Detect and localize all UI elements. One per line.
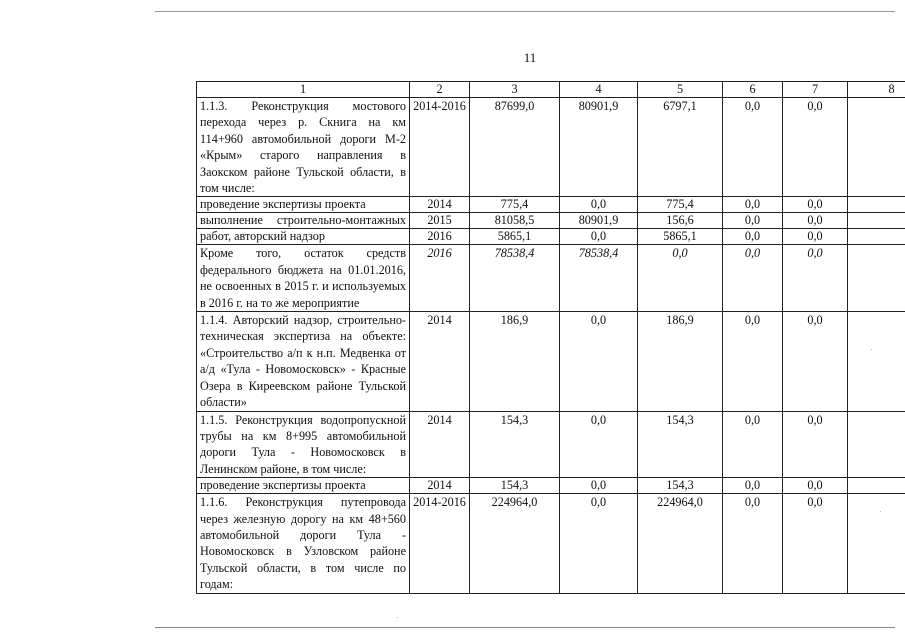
row-value-col7: 0,0: [783, 312, 848, 411]
row-value-col6: 0,0: [723, 213, 783, 229]
row-description: Кроме того, остаток средств федерального бюджета на 01.01.2016, не освоенных в 2015 г. и используемых в 2016 г. на то же мероприятие: [197, 245, 410, 312]
row-value-col8: [848, 478, 905, 494]
row-years: 2014-2016: [410, 98, 470, 197]
row-years: 2014: [410, 411, 470, 478]
row-value-col5: 6797,1: [638, 98, 723, 197]
column-header: 7: [783, 82, 848, 98]
row-years: 2014-2016: [410, 494, 470, 593]
row-value-col6: 0,0: [723, 245, 783, 312]
table-row: [197, 411, 905, 478]
row-years: 2015: [410, 213, 470, 229]
row-description: работ, авторский надзор: [197, 229, 410, 245]
row-value-col3: 81058,5: [470, 213, 560, 229]
scan-border-top: [155, 11, 895, 12]
table-row: [197, 98, 905, 197]
row-value-col3: 5865,1: [470, 229, 560, 245]
row-value-col6: 0,0: [723, 197, 783, 213]
row-description: проведение экспертизы проекта: [197, 197, 410, 213]
row-value-col6: 0,0: [723, 229, 783, 245]
column-header: 8: [848, 82, 905, 98]
row-description: 1.1.3. Реконструкция мостового перехода через р. Скнига на км 114+960 автомобильной дороги М-2 «Крым» старого направления в Заокском районе Тульской области, в том числе:: [197, 98, 410, 197]
row-value-col8: [848, 197, 905, 213]
row-value-col4: 0,0: [560, 229, 638, 245]
column-header: 1: [197, 82, 410, 98]
row-value-col8: [848, 411, 905, 478]
row-description: 1.1.4. Авторский надзор, строительно-техническая экспертиза на объекте: «Строительство а/п к н.п. Медвенка от а/д «Тула - Новомосковск» - Красные Озера в Киреевском районе Тульской области»: [197, 312, 410, 411]
scan-speck: [871, 349, 872, 350]
row-years: 2016: [410, 229, 470, 245]
row-value-col8: [848, 312, 905, 411]
row-value-col4: 0,0: [560, 197, 638, 213]
row-value-col4: 78538,4: [560, 245, 638, 312]
row-value-col5: 156,6: [638, 213, 723, 229]
table-row: [197, 245, 905, 312]
row-value-col7: 0,0: [783, 478, 848, 494]
row-description: проведение экспертизы проекта: [197, 478, 410, 494]
row-value-col5: 186,9: [638, 312, 723, 411]
row-value-col5: 5865,1: [638, 229, 723, 245]
row-value-col8: [848, 245, 905, 312]
row-value-col4: 80901,9: [560, 98, 638, 197]
row-value-col7: 0,0: [783, 197, 848, 213]
row-years: 2014: [410, 312, 470, 411]
row-value-col6: 0,0: [723, 478, 783, 494]
scan-speck: [880, 511, 881, 512]
row-value-col3: 186,9: [470, 312, 560, 411]
row-value-col4: 0,0: [560, 494, 638, 593]
column-header: 4: [560, 82, 638, 98]
table-row: [197, 197, 905, 213]
row-value-col6: 0,0: [723, 98, 783, 197]
table-row: [197, 494, 905, 593]
column-header: 3: [470, 82, 560, 98]
row-value-col5: 154,3: [638, 411, 723, 478]
row-value-col7: 0,0: [783, 411, 848, 478]
row-value-col4: 0,0: [560, 478, 638, 494]
row-value-col6: 0,0: [723, 312, 783, 411]
row-value-col3: 87699,0: [470, 98, 560, 197]
row-value-col5: 0,0: [638, 245, 723, 312]
row-years: 2014: [410, 478, 470, 494]
row-description: 1.1.6. Реконструкция путепровода через железную дорогу на км 48+560 автомобильной дороги Тула - Новомосковск в Узловском районе Тульской области, в том числе по годам:: [197, 494, 410, 593]
table-row: [197, 312, 905, 411]
row-years: 2016: [410, 245, 470, 312]
row-value-col5: 775,4: [638, 197, 723, 213]
row-value-col7: 0,0: [783, 229, 848, 245]
table-row: [197, 213, 905, 229]
row-value-col8: [848, 229, 905, 245]
row-description: выполнение строительно-монтажных: [197, 213, 410, 229]
table-header-row: [197, 82, 905, 98]
scan-border-bottom: [155, 627, 895, 628]
table-row: [197, 478, 905, 494]
row-value-col8: [848, 494, 905, 593]
row-value-col3: 775,4: [470, 197, 560, 213]
row-value-col3: 154,3: [470, 411, 560, 478]
column-header: 2: [410, 82, 470, 98]
column-header: 5: [638, 82, 723, 98]
row-years: 2014: [410, 197, 470, 213]
column-header: 6: [723, 82, 783, 98]
scan-speck: [397, 617, 398, 618]
row-value-col6: 0,0: [723, 494, 783, 593]
row-value-col3: 78538,4: [470, 245, 560, 312]
page-number: 11: [523, 50, 537, 65]
row-value-col7: 0,0: [783, 98, 848, 197]
row-value-col4: 80901,9: [560, 213, 638, 229]
row-value-col8: [848, 98, 905, 197]
row-value-col5: 224964,0: [638, 494, 723, 593]
table-row: [197, 229, 905, 245]
row-description: 1.1.5. Реконструкция водопропускной трубы на км 8+995 автомобильной дороги Тула - Новомосковск в Ленинском районе, в том числе:: [197, 411, 410, 478]
budget-table: [196, 81, 905, 594]
row-value-col4: 0,0: [560, 411, 638, 478]
row-value-col3: 154,3: [470, 478, 560, 494]
row-value-col7: 0,0: [783, 245, 848, 312]
row-value-col4: 0,0: [560, 312, 638, 411]
row-value-col5: 154,3: [638, 478, 723, 494]
row-value-col7: 0,0: [783, 213, 848, 229]
row-value-col3: 224964,0: [470, 494, 560, 593]
row-value-col7: 0,0: [783, 494, 848, 593]
row-value-col6: 0,0: [723, 411, 783, 478]
row-value-col8: [848, 213, 905, 229]
